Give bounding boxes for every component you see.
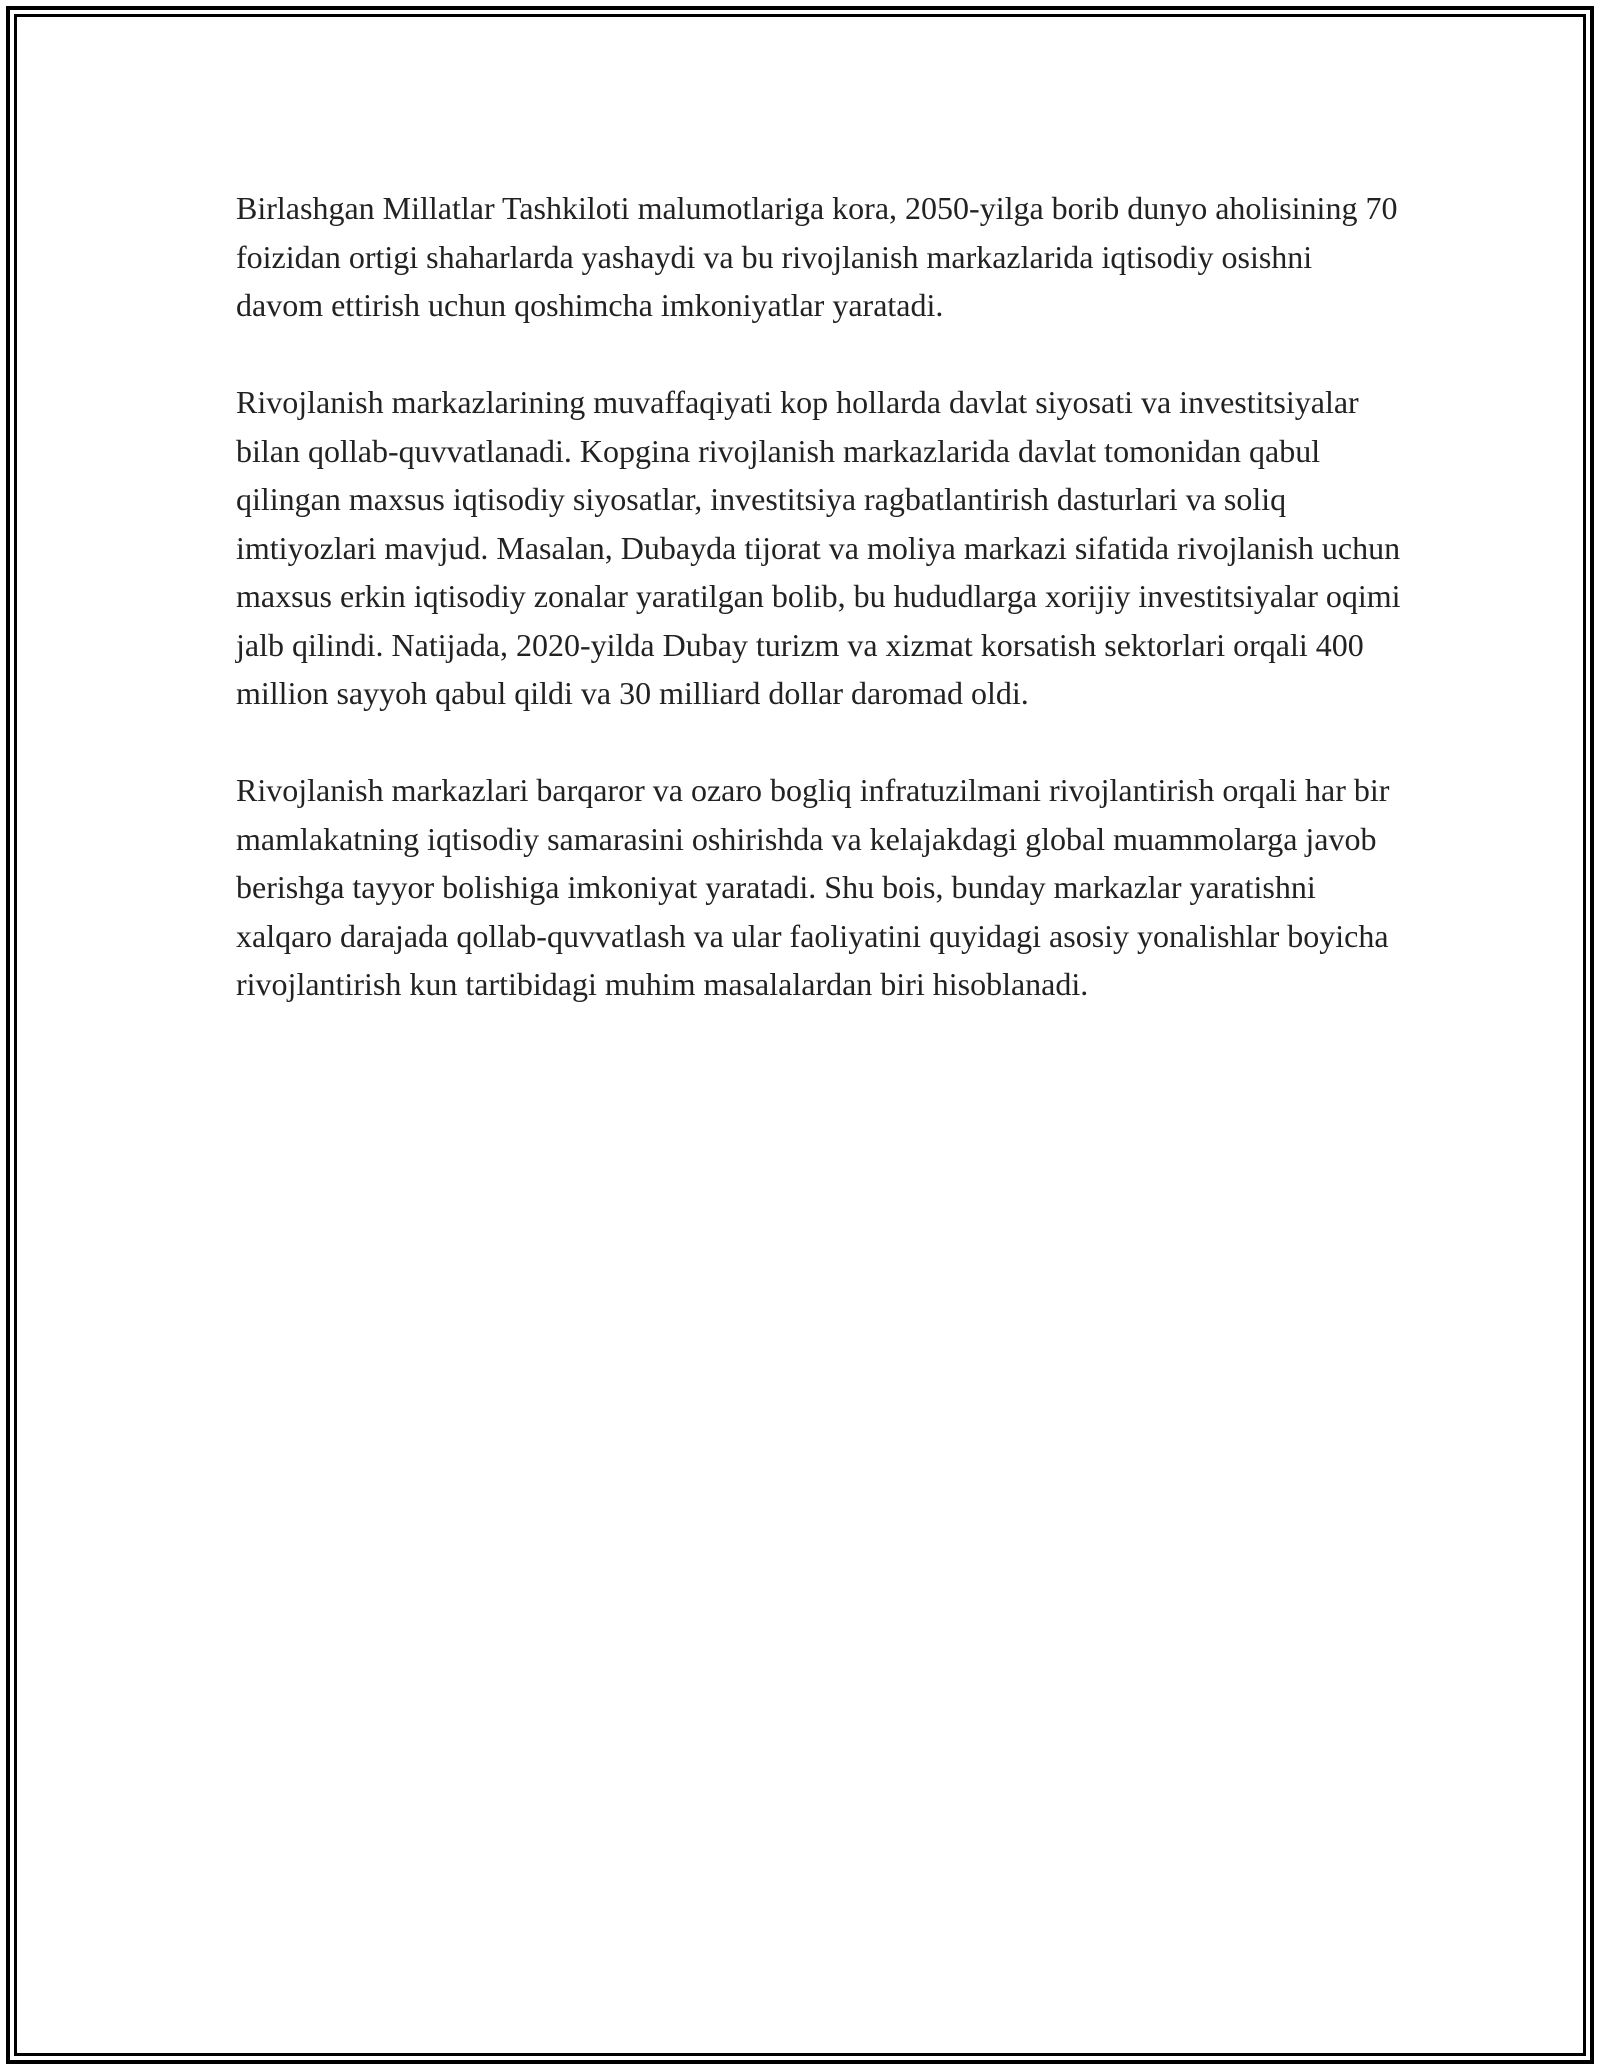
paragraph-3: Rivojlanish markazlari barqaror va ozaro bogliq infratuzilmani rivojlantirish orqali har bir mamlakatning iqtisodiy samarasini oshirishda va kelajakdagi global muammolarga javob berishga tayyor bolishiga imkoniyat yaratadi. Shu bois, bunday markazlar yaratishni xalqaro darajada qollab-quvvatlash va ular faoliyatini quyidagi asosiy yonalishlar boyicha rivojlantirish kun tartibidagi muhim masalalardan biri hisoblanadi. [236, 772, 1390, 1002]
paragraph-1: Birlashgan Millatlar Tashkiloti malumotlariga kora, 2050-yilga borib dunyo aholisining 70 foizidan ortigi shaharlarda yashaydi va bu rivojlanish markazlarida iqtisodiy osishni davom ettirish uchun qoshimcha imkoniyatlar yaratadi. [236, 190, 1398, 323]
document-body [236, 184, 1406, 1057]
paragraph-2: Rivojlanish markazlarining muvaffaqiyati kop hollarda davlat siyosati va investitsiyalar bilan qollab-quvvatlanadi. Kopgina rivojlanish markazlarida davlat tomonidan qabul qilingan maxsus iqtisodiy siyosatlar, investitsiya ragbatlantirish dasturlari va soliq imtiyozlari mavjud. Masalan, Dubayda tijorat va moliya markazi sifatida rivojlanish uchun maxsus erkin iqtisodiy zonalar yaratilgan bolib, bu hududlarga xorijiy investitsiyalar oqimi jalb qilindi. Natijada, 2020-yilda Dubay turizm va xizmat korsatish sektorlari orqali 400 million sayyoh qabul qildi va 30 milliard dollar daromad oldi. [236, 384, 1401, 711]
